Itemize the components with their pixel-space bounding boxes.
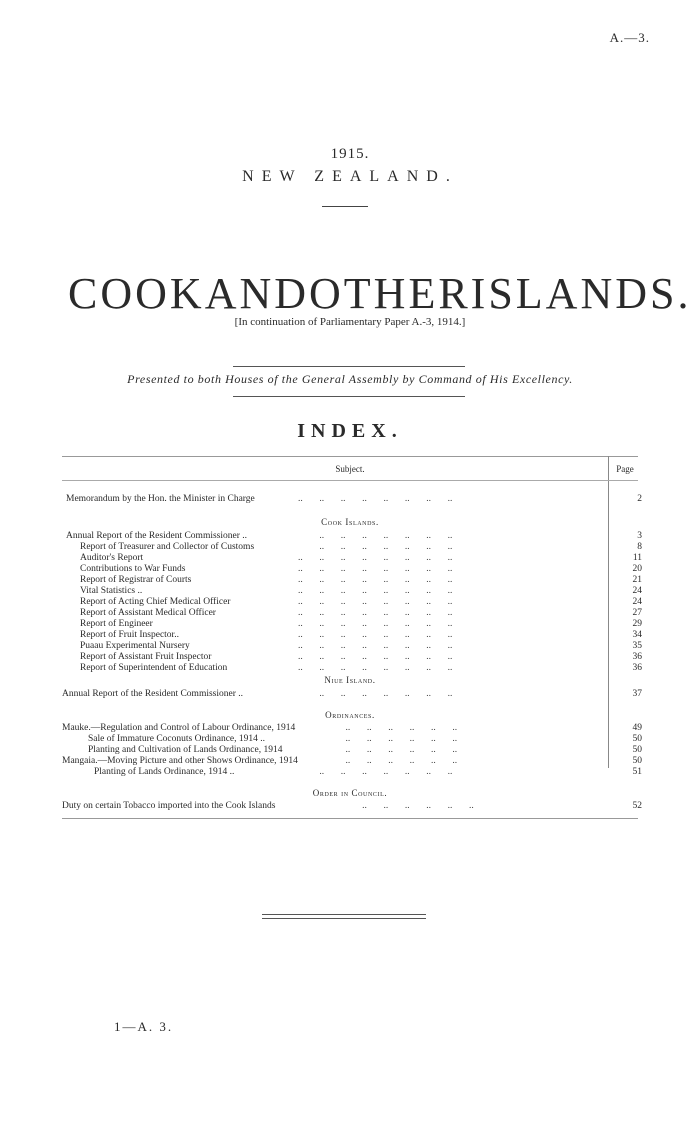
index-entry-page: 11: [632, 553, 642, 563]
leader-dots: .. .. .. .. .. .. .. ..: [298, 630, 453, 640]
leader-dots: .. .. .. .. .. ..: [298, 745, 458, 755]
index-entry-page: 20: [632, 564, 642, 574]
leader-dots: .. .. .. .. .. ..: [298, 801, 474, 811]
leader-dots: .. .. .. .. .. .. .. ..: [298, 663, 453, 673]
leader-dots: .. .. .. .. .. .. .. ..: [298, 564, 453, 574]
index-entry-text: Report of Superintendent of Education: [80, 663, 228, 673]
title-word: AND: [204, 269, 310, 318]
index-entry-page: 50: [632, 745, 642, 755]
index-entry-page: 52: [632, 801, 642, 811]
leader-dots: .. .. .. .. .. .. .. ..: [298, 586, 453, 596]
continuation-note: [In continuation of Parliamentary Paper A.-3, 1914.]: [234, 316, 466, 328]
index-row: [62, 766, 642, 778]
divider: [233, 366, 465, 367]
index-entry-page: 34: [632, 630, 642, 640]
year: 1915.: [330, 146, 370, 162]
leader-dots: .. .. .. .. .. .. ..: [298, 689, 453, 699]
index-entry-text: Report of Registrar of Courts: [80, 575, 192, 585]
leader-dots: .. .. .. .. .. .. .. ..: [298, 608, 453, 618]
index-entry-page: 3: [637, 531, 642, 541]
index-row: [62, 662, 642, 674]
leader-dots: .. .. .. .. .. .. .. ..: [298, 494, 453, 504]
index-entry-text: Vital Statistics ..: [80, 586, 143, 596]
index-entry-page: 24: [632, 597, 642, 607]
index-entry-page: 24: [632, 586, 642, 596]
index-entry-text: Auditor's Report: [80, 553, 144, 563]
index-entry-text: Report of Treasurer and Collector of Customs: [80, 542, 255, 552]
index-entry-page: 50: [632, 756, 642, 766]
index-entry-text: Sale of Immature Coconuts Ordinance, 1914 ..: [88, 734, 266, 744]
table-header-rule: [62, 480, 638, 481]
index-entry-text: Planting of Lands Ordinance, 1914 ..: [94, 767, 235, 777]
leader-dots: .. .. .. .. .. ..: [298, 723, 458, 733]
index-entry-page: 37: [632, 689, 642, 699]
sheet-mark: 1—A. 3.: [114, 1019, 174, 1034]
leader-dots: .. .. .. .. .. .. ..: [298, 542, 453, 552]
index-entry-page: 8: [637, 542, 642, 552]
leader-dots: .. .. .. .. .. ..: [298, 734, 458, 744]
index-entry-text: Report of Assistant Medical Officer: [80, 608, 216, 618]
table-bottom-rule: [62, 818, 638, 819]
index-row: [62, 493, 642, 505]
index-title: INDEX.: [297, 420, 403, 442]
index-entry-text: Planting and Cultivation of Lands Ordinance, 1914: [88, 745, 283, 755]
index-entry-text: Puaau Experimental Nursery: [80, 641, 190, 651]
index-entry-text: Mangaia.—Moving Picture and other Shows Ordinance, 1914: [62, 756, 298, 766]
section-heading: Ordinances.: [325, 710, 375, 720]
index-entry-page: 27: [632, 608, 642, 618]
index-entry-page: 36: [632, 663, 642, 673]
divider: [322, 206, 368, 207]
index-row: [62, 688, 642, 700]
table-top-rule: [62, 456, 638, 457]
document-title: [68, 268, 692, 319]
divider: [233, 396, 465, 397]
index-row: [62, 800, 642, 812]
index-entry-page: 35: [632, 641, 642, 651]
index-entry-page: 36: [632, 652, 642, 662]
paper-reference: A.—3.: [609, 30, 650, 45]
index-entry-text: Memorandum by the Hon. the Minister in Charge: [66, 494, 255, 504]
leader-dots: .. .. .. .. .. .. .. ..: [298, 652, 453, 662]
leader-dots: .. .. .. .. .. .. .. ..: [298, 553, 453, 563]
index-entry-text: Annual Report of the Resident Commissioner ..: [62, 689, 244, 699]
page-column-header: Page: [616, 464, 634, 474]
leader-dots: .. .. .. .. .. ..: [298, 756, 458, 766]
leader-dots: .. .. .. .. .. .. .. ..: [298, 597, 453, 607]
index-entry-page: 49: [632, 723, 642, 733]
presented-line: Presented to both Houses of the General Assembly by Command of His Excellency.: [127, 372, 573, 386]
index-entry-text: Report of Engineer: [80, 619, 153, 629]
leader-dots: .. .. .. .. .. .. ..: [298, 531, 453, 541]
leader-dots: .. .. .. .. .. .. .. ..: [298, 619, 453, 629]
title-word: OTHER: [309, 269, 471, 318]
index-entry-page: 21: [632, 575, 642, 585]
index-entry-text: Mauke.—Regulation and Control of Labour Ordinance, 1914: [62, 723, 296, 733]
index-entry-page: 51: [632, 767, 642, 777]
index-entry-text: Duty on certain Tobacco imported into the Cook Islands: [62, 801, 276, 811]
index-entry-text: Report of Fruit Inspector..: [80, 630, 179, 640]
divider: [262, 918, 426, 919]
leader-dots: .. .. .. .. .. .. ..: [298, 767, 453, 777]
subject-column-header: Subject.: [335, 464, 365, 474]
index-entry-text: Annual Report of the Resident Commissioner ..: [66, 531, 248, 541]
divider: [262, 914, 426, 915]
index-entry-text: Contributions to War Funds: [80, 564, 186, 574]
leader-dots: .. .. .. .. .. .. .. ..: [298, 641, 453, 651]
index-entry-page: 2: [637, 494, 642, 504]
title-word: ISLANDS.: [470, 269, 692, 318]
leader-dots: .. .. .. .. .. .. .. ..: [298, 575, 453, 585]
index-entry-text: Report of Assistant Fruit Inspector: [80, 652, 212, 662]
index-entry-page: 50: [632, 734, 642, 744]
country-name: NEW ZEALAND.: [242, 168, 458, 185]
section-heading: Cook Islands.: [321, 517, 379, 527]
title-word: COOK: [68, 269, 205, 318]
section-heading: Niue Island.: [324, 675, 376, 685]
index-entry-text: Report of Acting Chief Medical Officer: [80, 597, 231, 607]
section-heading: Order in Council.: [312, 788, 388, 798]
index-entry-page: 29: [632, 619, 642, 629]
